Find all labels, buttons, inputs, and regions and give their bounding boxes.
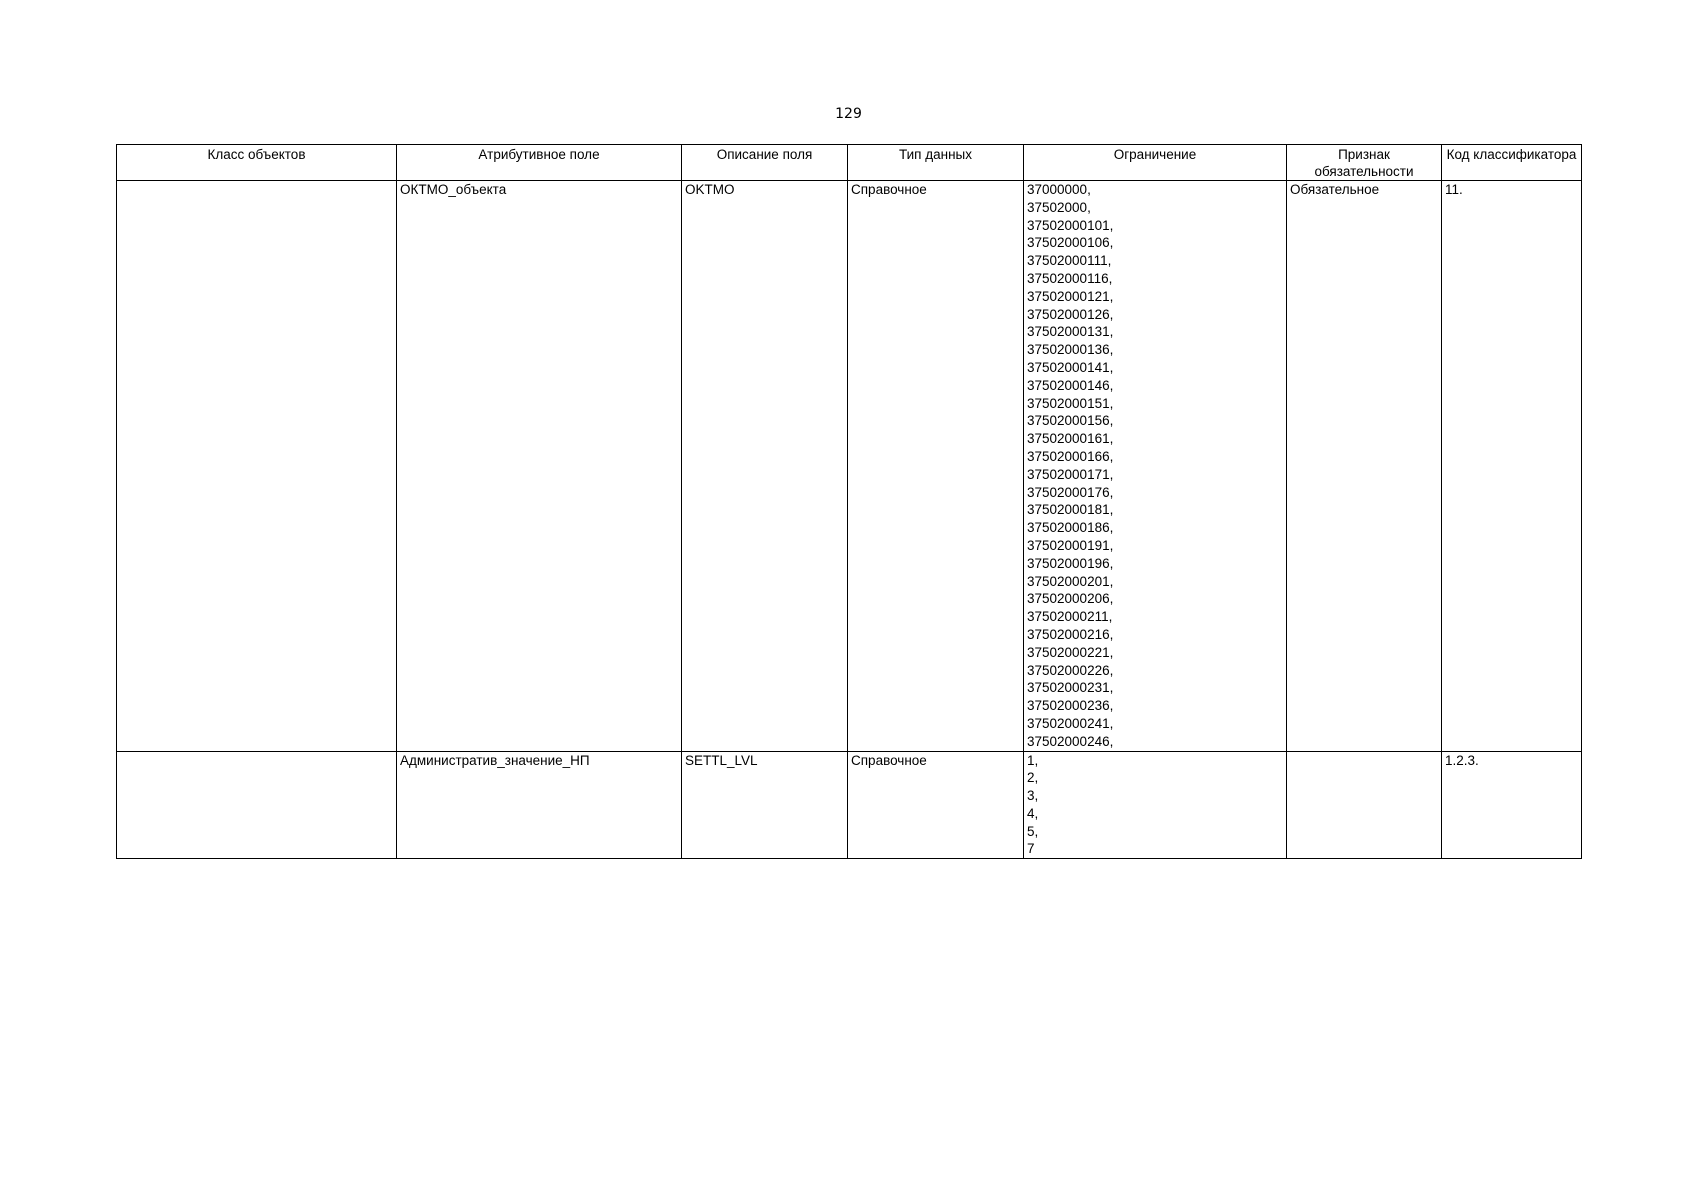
restriction-value: 37502000121, (1027, 288, 1114, 304)
column-header-object-class: Класс объектов (117, 145, 397, 181)
restriction-value: 37502000141, (1027, 359, 1114, 375)
cell-object-class (117, 181, 397, 752)
column-header-classifier-code: Код классификатора (1442, 145, 1582, 181)
restriction-value: 37000000, (1027, 182, 1091, 197)
cell-data-type: Справочное (848, 181, 1024, 752)
restriction-value: 2, (1027, 770, 1039, 786)
table-body (117, 181, 1582, 859)
restriction-value: 37502000176, (1027, 484, 1114, 500)
restriction-value: 37502000101, (1027, 217, 1114, 233)
attribute-table (116, 144, 1582, 859)
restriction-value: 3, (1027, 788, 1039, 804)
restriction-value: 7 (1027, 841, 1035, 857)
table-row (117, 751, 1582, 859)
cell-attribute-field: ОКТМО_объекта (397, 181, 682, 752)
column-header-attribute-field: Атрибутивное поле (397, 145, 682, 181)
restriction-value: 37502000166, (1027, 448, 1114, 464)
restriction-value: 37502000231, (1027, 680, 1114, 696)
column-header-field-description: Описание поля (682, 145, 848, 181)
restriction-value: 37502000, (1027, 199, 1091, 215)
cell-restriction (1024, 181, 1287, 752)
restriction-value: 37502000226, (1027, 662, 1114, 678)
table-header-row (117, 145, 1582, 181)
restriction-value: 37502000201, (1027, 573, 1114, 589)
restriction-value: 37502000146, (1027, 377, 1114, 393)
cell-field-description: SETTL_LVL (682, 751, 848, 859)
cell-classifier-code: 11. (1442, 181, 1582, 752)
page-number: 129 (835, 106, 862, 122)
restriction-value: 37502000106, (1027, 235, 1114, 251)
restriction-value: 5, (1027, 823, 1039, 839)
restriction-value: 37502000236, (1027, 698, 1114, 714)
cell-attribute-field: Административ_значение_НП (397, 751, 682, 859)
table-row (117, 181, 1582, 752)
restriction-value: 37502000131, (1027, 324, 1114, 340)
cell-field-description: OKTMO (682, 181, 848, 752)
cell-classifier-code: 1.2.3. (1442, 751, 1582, 859)
cell-data-type: Справочное (848, 751, 1024, 859)
column-header-mandatory: Признак обязательности (1287, 145, 1442, 181)
restriction-value: 1, (1027, 752, 1039, 768)
restriction-value: 37502000221, (1027, 644, 1114, 660)
restriction-value: 37502000206, (1027, 591, 1114, 607)
column-header-data-type: Тип данных (848, 145, 1024, 181)
restriction-value: 37502000171, (1027, 466, 1114, 482)
restriction-value: 37502000116, (1027, 270, 1113, 286)
restriction-value: 37502000211, (1027, 609, 1113, 625)
restriction-value: 37502000191, (1027, 537, 1114, 553)
restriction-value: 37502000246, (1027, 733, 1114, 749)
restriction-value: 37502000181, (1027, 502, 1114, 518)
restriction-value: 37502000156, (1027, 413, 1114, 429)
restriction-value: 37502000161, (1027, 431, 1114, 447)
restriction-value: 37502000126, (1027, 306, 1114, 322)
restriction-value: 4, (1027, 805, 1039, 821)
restriction-value: 37502000136, (1027, 342, 1114, 358)
column-header-restriction: Ограничение (1024, 145, 1287, 181)
cell-restriction (1024, 751, 1287, 859)
restriction-value: 37502000111, (1027, 253, 1112, 269)
cell-mandatory (1287, 751, 1442, 859)
restriction-value: 37502000186, (1027, 520, 1114, 536)
cell-object-class (117, 751, 397, 859)
restriction-value: 37502000196, (1027, 555, 1114, 571)
restriction-value: 37502000151, (1027, 395, 1114, 411)
cell-mandatory: Обязательное (1287, 181, 1442, 752)
restriction-value: 37502000216, (1027, 626, 1114, 642)
restriction-value: 37502000241, (1027, 715, 1114, 731)
